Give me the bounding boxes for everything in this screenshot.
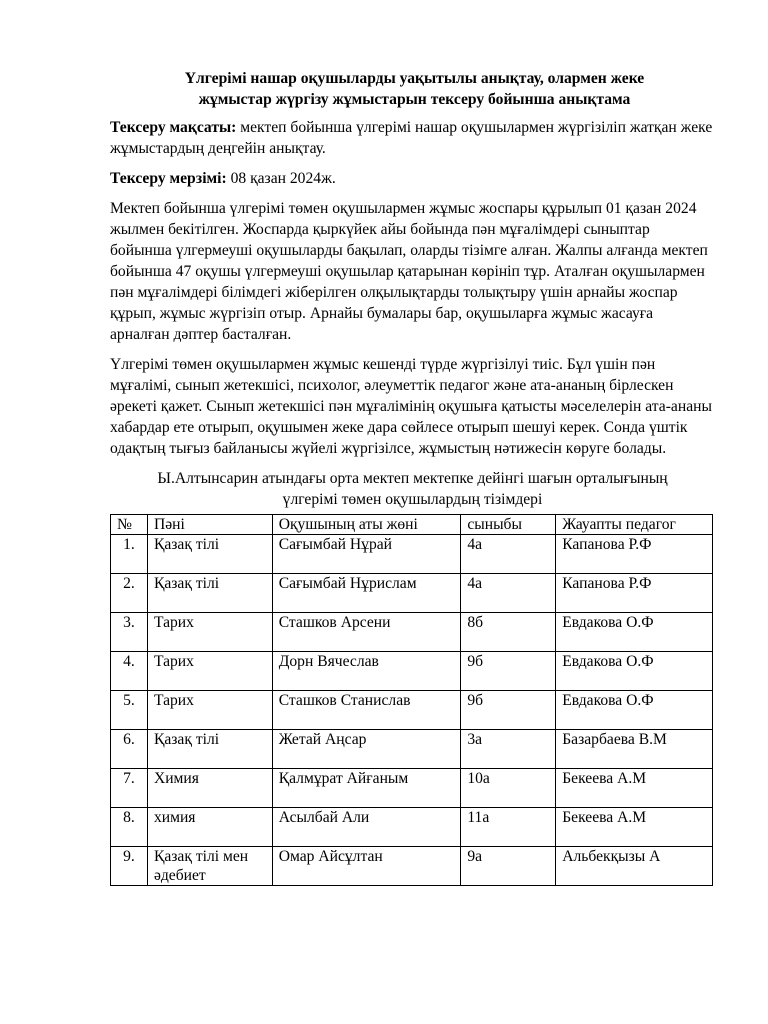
cell-subject: Қазақ тілі <box>147 574 272 613</box>
cell-number: 2. <box>111 574 148 613</box>
table-row <box>111 808 713 847</box>
table-title <box>110 468 713 510</box>
cell-number: 1. <box>111 535 148 574</box>
cell-student-name: Сташков Арсени <box>272 613 461 652</box>
cell-subject: Тарих <box>147 691 272 730</box>
cell-number: 6. <box>111 730 148 769</box>
cell-student-name: Асылбай Али <box>272 808 461 847</box>
cell-teacher: Бекеева А.М <box>556 769 713 808</box>
cell-class: 3а <box>461 730 556 769</box>
cell-teacher: Евдакова О.Ф <box>556 691 713 730</box>
purpose-text: мектеп бойынша үлгерімі нашар оқушылармен жүргізіліп жатқан жеке жұмыстардың деңгейін анықтау. <box>110 119 713 157</box>
table-row <box>111 652 713 691</box>
cell-subject: химия <box>147 808 272 847</box>
cell-student-name: Сташков Станислав <box>272 691 461 730</box>
table-row <box>111 730 713 769</box>
cell-teacher: Евдакова О.Ф <box>556 613 713 652</box>
cell-teacher: Капанова Р.Ф <box>556 574 713 613</box>
cell-student-name: Қалмұрат Айғаным <box>272 769 461 808</box>
purpose-paragraph <box>110 117 713 159</box>
cell-subject: Тарих <box>147 613 272 652</box>
cell-student-name: Сағымбай Нұрислам <box>272 574 461 613</box>
cell-class: 10а <box>461 769 556 808</box>
header-subject: Пәні <box>147 515 272 535</box>
cell-class: 9б <box>461 691 556 730</box>
cell-number: 5. <box>111 691 148 730</box>
cell-number: 9. <box>111 847 148 886</box>
title-line-1: Үлгерімі нашар оқушыларды уақытылы анықтау, олармен жеке <box>184 70 645 87</box>
cell-teacher: Бекеева А.М <box>556 808 713 847</box>
cell-class: 9б <box>461 652 556 691</box>
table-title-line-2: үлгерімі төмен оқушылардың тізімдері <box>282 491 543 508</box>
cell-student-name: Омар Айсұлтан <box>272 847 461 886</box>
cell-teacher: Евдакова О.Ф <box>556 652 713 691</box>
table-row <box>111 574 713 613</box>
header-student-name: Оқушының аты жөні <box>272 515 461 535</box>
table-row <box>111 613 713 652</box>
table-title-line-1: Ы.Алтынсарин атындағы орта мектеп мектепке дейінгі шағын орталығының <box>157 470 668 487</box>
cell-student-name: Дорн Вячеслав <box>272 652 461 691</box>
purpose-label: Тексеру мақсаты: <box>110 119 237 136</box>
title-line-2: жұмыстар жүргізу жұмыстарын тексеру бойынша анықтама <box>198 91 631 108</box>
cell-student-name: Сағымбай Нұрай <box>272 535 461 574</box>
header-class: сыныбы <box>461 515 556 535</box>
table-row <box>111 847 713 886</box>
body-paragraph-1: Мектеп бойынша үлгерімі төмен оқушылармен жұмыс жоспары құрылып 01 қазан 2024 жылмен бекітілген. Жоспарда қыркүйек айы бойында пән мұғалімдері сыныптар бойынша үлгермеуші оқушыларды бақылап, оларды тізімге алған. Жалпы алғанда мектеп бойынша 47 оқушы үлгермеуші оқушылар қатарынан көрініп тұр. Аталған оқушылармен пән мұғалімдері білімдегі жіберілген олқылықтарды толықтыру үшін арнайы жоспар құрып, жұмыс жүргізіп отыр. Арнайы бумалары бар, оқушыларға жұмыс жасауға арналған дәптер басталған. <box>110 200 708 343</box>
document-title <box>110 68 713 110</box>
header-teacher: Жауапты педагог <box>556 515 713 535</box>
table-header-row <box>111 515 713 535</box>
cell-subject: Химия <box>147 769 272 808</box>
date-label: Тексеру мерзімі: <box>110 170 227 187</box>
header-number: № <box>111 515 148 535</box>
cell-number: 3. <box>111 613 148 652</box>
cell-subject: Тарих <box>147 652 272 691</box>
cell-number: 8. <box>111 808 148 847</box>
table-row <box>111 691 713 730</box>
cell-class: 8б <box>461 613 556 652</box>
cell-subject: Қазақ тілі <box>147 535 272 574</box>
body-paragraph-2: Үлгерімі төмен оқушылармен жұмыс кешенді түрде жүргізілуі тиіс. Бұл үшін пән мұғалімі, сынып жетекшісі, психолог, әлеуметтік педагог және ата-ананың бірлескен әрекеті қажет. Сынып жетекшісі пән мұғалімінің оқушыға қатысты мәселелерін ата-ананы хабардар ете отырып, оқушымен жеке дара сөйлесе отырып шешуі керек. Сонда үштік одақтың тығыз байланысы жүйелі жүргізілсе, жұмыстың нәтижесін көруге болады. <box>110 356 712 457</box>
cell-teacher: Капанова Р.Ф <box>556 535 713 574</box>
cell-number: 7. <box>111 769 148 808</box>
cell-student-name: Жетай Аңсар <box>272 730 461 769</box>
cell-class: 9а <box>461 847 556 886</box>
students-table <box>110 514 713 886</box>
cell-teacher: Альбекқызы А <box>556 847 713 886</box>
cell-class: 11а <box>461 808 556 847</box>
cell-class: 4а <box>461 574 556 613</box>
cell-class: 4а <box>461 535 556 574</box>
table-row <box>111 769 713 808</box>
cell-number: 4. <box>111 652 148 691</box>
cell-subject: Қазақ тілі мен әдебиет <box>147 847 272 886</box>
date-text: 08 қазан 2024ж. <box>226 170 336 187</box>
cell-subject: Қазақ тілі <box>147 730 272 769</box>
cell-teacher: Базарбаева В.М <box>556 730 713 769</box>
date-paragraph <box>110 168 713 189</box>
table-row <box>111 535 713 574</box>
